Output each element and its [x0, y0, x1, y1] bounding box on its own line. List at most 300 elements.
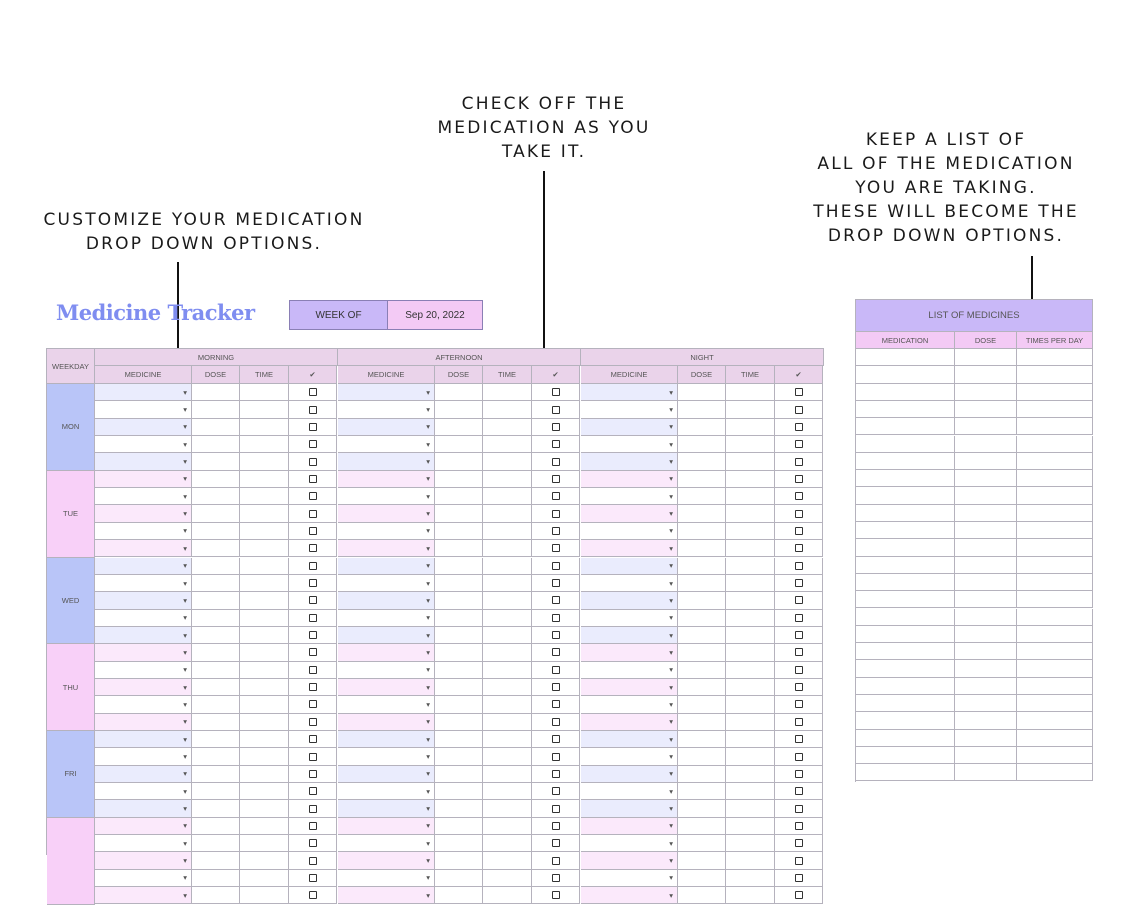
dose-input[interactable] [192, 401, 240, 418]
dose-input[interactable] [192, 419, 240, 436]
times-per-day-input[interactable] [1017, 609, 1093, 626]
list-dose-input[interactable] [955, 487, 1017, 504]
time-input[interactable] [240, 575, 289, 592]
medication-input[interactable] [856, 470, 955, 487]
checkbox[interactable] [552, 857, 560, 865]
time-input[interactable] [483, 419, 532, 436]
taken-checkbox-cell[interactable] [289, 558, 337, 575]
medicine-dropdown[interactable]: ▾ [95, 471, 192, 488]
taken-checkbox-cell[interactable] [775, 436, 823, 453]
medicine-dropdown[interactable]: ▾ [338, 436, 435, 453]
taken-checkbox-cell[interactable] [532, 835, 580, 852]
time-input[interactable] [240, 662, 289, 679]
checkbox[interactable] [552, 440, 560, 448]
medicine-dropdown[interactable]: ▾ [581, 419, 678, 436]
dose-input[interactable] [678, 488, 726, 505]
medicine-dropdown[interactable]: ▾ [581, 471, 678, 488]
checkbox[interactable] [552, 805, 560, 813]
dose-input[interactable] [435, 818, 483, 835]
medicine-dropdown[interactable]: ▾ [338, 384, 435, 401]
taken-checkbox-cell[interactable] [532, 696, 580, 713]
checkbox[interactable] [795, 718, 803, 726]
taken-checkbox-cell[interactable] [289, 783, 337, 800]
checkbox[interactable] [795, 787, 803, 795]
checkbox[interactable] [309, 839, 317, 847]
checkbox[interactable] [552, 614, 560, 622]
medication-input[interactable] [856, 609, 955, 626]
checkbox[interactable] [309, 544, 317, 552]
medication-input[interactable] [856, 436, 955, 453]
time-input[interactable] [240, 401, 289, 418]
taken-checkbox-cell[interactable] [775, 471, 823, 488]
taken-checkbox-cell[interactable] [775, 627, 823, 644]
list-dose-input[interactable] [955, 384, 1017, 401]
medicine-dropdown[interactable]: ▾ [338, 870, 435, 887]
time-input[interactable] [483, 714, 532, 731]
medicine-dropdown[interactable]: ▾ [95, 644, 192, 661]
dose-input[interactable] [435, 696, 483, 713]
time-input[interactable] [240, 679, 289, 696]
time-input[interactable] [240, 471, 289, 488]
time-input[interactable] [240, 870, 289, 887]
checkbox[interactable] [552, 423, 560, 431]
dose-input[interactable] [435, 662, 483, 679]
dose-input[interactable] [678, 818, 726, 835]
dose-input[interactable] [192, 748, 240, 765]
medicine-dropdown[interactable]: ▾ [581, 731, 678, 748]
list-dose-input[interactable] [955, 453, 1017, 470]
time-input[interactable] [726, 592, 775, 609]
checkbox[interactable] [795, 683, 803, 691]
medicine-dropdown[interactable]: ▾ [95, 714, 192, 731]
time-input[interactable] [483, 731, 532, 748]
medicine-dropdown[interactable]: ▾ [581, 627, 678, 644]
medicine-dropdown[interactable]: ▾ [338, 592, 435, 609]
taken-checkbox-cell[interactable] [289, 384, 337, 401]
times-per-day-input[interactable] [1017, 418, 1093, 435]
checkbox[interactable] [309, 458, 317, 466]
time-input[interactable] [726, 436, 775, 453]
time-input[interactable] [483, 835, 532, 852]
time-input[interactable] [483, 818, 532, 835]
checkbox[interactable] [309, 562, 317, 570]
time-input[interactable] [726, 818, 775, 835]
dose-input[interactable] [192, 627, 240, 644]
time-input[interactable] [483, 488, 532, 505]
medicine-dropdown[interactable]: ▾ [95, 662, 192, 679]
dose-input[interactable] [435, 453, 483, 470]
time-input[interactable] [240, 592, 289, 609]
taken-checkbox-cell[interactable] [289, 627, 337, 644]
taken-checkbox-cell[interactable] [775, 696, 823, 713]
medication-input[interactable] [856, 643, 955, 660]
taken-checkbox-cell[interactable] [532, 471, 580, 488]
medicine-dropdown[interactable]: ▾ [95, 558, 192, 575]
taken-checkbox-cell[interactable] [775, 488, 823, 505]
checkbox[interactable] [309, 648, 317, 656]
time-input[interactable] [726, 471, 775, 488]
medicine-dropdown[interactable]: ▾ [95, 523, 192, 540]
checkbox[interactable] [795, 648, 803, 656]
checkbox[interactable] [309, 700, 317, 708]
medicine-dropdown[interactable]: ▾ [581, 800, 678, 817]
taken-checkbox-cell[interactable] [289, 870, 337, 887]
list-dose-input[interactable] [955, 505, 1017, 522]
taken-checkbox-cell[interactable] [289, 887, 337, 904]
checkbox[interactable] [795, 544, 803, 552]
checkbox[interactable] [795, 440, 803, 448]
taken-checkbox-cell[interactable] [289, 471, 337, 488]
time-input[interactable] [483, 540, 532, 557]
checkbox[interactable] [552, 700, 560, 708]
dose-input[interactable] [678, 471, 726, 488]
checkbox[interactable] [552, 562, 560, 570]
times-per-day-input[interactable] [1017, 539, 1093, 556]
time-input[interactable] [240, 558, 289, 575]
medicine-dropdown[interactable]: ▾ [581, 870, 678, 887]
time-input[interactable] [726, 696, 775, 713]
checkbox[interactable] [552, 544, 560, 552]
dose-input[interactable] [435, 488, 483, 505]
medicine-dropdown[interactable]: ▾ [338, 887, 435, 904]
taken-checkbox-cell[interactable] [775, 419, 823, 436]
taken-checkbox-cell[interactable] [289, 748, 337, 765]
checkbox[interactable] [795, 770, 803, 778]
time-input[interactable] [240, 610, 289, 627]
times-per-day-input[interactable] [1017, 366, 1093, 383]
time-input[interactable] [726, 384, 775, 401]
medication-input[interactable] [856, 349, 955, 366]
taken-checkbox-cell[interactable] [532, 887, 580, 904]
time-input[interactable] [726, 748, 775, 765]
taken-checkbox-cell[interactable] [532, 800, 580, 817]
medicine-dropdown[interactable]: ▾ [338, 471, 435, 488]
list-dose-input[interactable] [955, 712, 1017, 729]
medicine-dropdown[interactable]: ▾ [581, 488, 678, 505]
medicine-dropdown[interactable]: ▾ [95, 401, 192, 418]
list-dose-input[interactable] [955, 366, 1017, 383]
taken-checkbox-cell[interactable] [532, 627, 580, 644]
time-input[interactable] [483, 679, 532, 696]
time-input[interactable] [240, 540, 289, 557]
medicine-dropdown[interactable]: ▾ [338, 523, 435, 540]
times-per-day-input[interactable] [1017, 695, 1093, 712]
dose-input[interactable] [435, 575, 483, 592]
medicine-dropdown[interactable]: ▾ [95, 783, 192, 800]
dose-input[interactable] [678, 835, 726, 852]
dose-input[interactable] [435, 558, 483, 575]
time-input[interactable] [483, 575, 532, 592]
times-per-day-input[interactable] [1017, 591, 1093, 608]
medicine-dropdown[interactable]: ▾ [338, 627, 435, 644]
time-input[interactable] [726, 610, 775, 627]
taken-checkbox-cell[interactable] [532, 766, 580, 783]
medicine-dropdown[interactable]: ▾ [581, 887, 678, 904]
medicine-dropdown[interactable]: ▾ [581, 401, 678, 418]
time-input[interactable] [240, 835, 289, 852]
dose-input[interactable] [192, 870, 240, 887]
time-input[interactable] [240, 384, 289, 401]
times-per-day-input[interactable] [1017, 730, 1093, 747]
taken-checkbox-cell[interactable] [532, 540, 580, 557]
taken-checkbox-cell[interactable] [532, 488, 580, 505]
times-per-day-input[interactable] [1017, 470, 1093, 487]
medicine-dropdown[interactable]: ▾ [95, 852, 192, 869]
taken-checkbox-cell[interactable] [289, 575, 337, 592]
medicine-dropdown[interactable]: ▾ [95, 575, 192, 592]
taken-checkbox-cell[interactable] [775, 766, 823, 783]
time-input[interactable] [726, 558, 775, 575]
medication-input[interactable] [856, 660, 955, 677]
checkbox[interactable] [552, 631, 560, 639]
taken-checkbox-cell[interactable] [532, 679, 580, 696]
dose-input[interactable] [678, 783, 726, 800]
checkbox[interactable] [552, 753, 560, 761]
medicine-dropdown[interactable]: ▾ [581, 662, 678, 679]
taken-checkbox-cell[interactable] [775, 453, 823, 470]
time-input[interactable] [726, 662, 775, 679]
medicine-dropdown[interactable]: ▾ [95, 870, 192, 887]
times-per-day-input[interactable] [1017, 678, 1093, 695]
medicine-dropdown[interactable]: ▾ [581, 592, 678, 609]
medicine-dropdown[interactable]: ▾ [338, 419, 435, 436]
dose-input[interactable] [678, 852, 726, 869]
time-input[interactable] [483, 870, 532, 887]
taken-checkbox-cell[interactable] [775, 644, 823, 661]
time-input[interactable] [240, 505, 289, 522]
time-input[interactable] [483, 627, 532, 644]
dose-input[interactable] [678, 644, 726, 661]
medicine-dropdown[interactable]: ▾ [338, 783, 435, 800]
dose-input[interactable] [192, 852, 240, 869]
medicine-dropdown[interactable]: ▾ [95, 384, 192, 401]
checkbox[interactable] [309, 666, 317, 674]
taken-checkbox-cell[interactable] [775, 870, 823, 887]
dose-input[interactable] [678, 870, 726, 887]
times-per-day-input[interactable] [1017, 712, 1093, 729]
dose-input[interactable] [678, 436, 726, 453]
list-dose-input[interactable] [955, 643, 1017, 660]
checkbox[interactable] [552, 388, 560, 396]
times-per-day-input[interactable] [1017, 643, 1093, 660]
checkbox[interactable] [309, 857, 317, 865]
dose-input[interactable] [192, 471, 240, 488]
taken-checkbox-cell[interactable] [289, 835, 337, 852]
medication-input[interactable] [856, 626, 955, 643]
dose-input[interactable] [192, 887, 240, 904]
times-per-day-input[interactable] [1017, 522, 1093, 539]
medicine-dropdown[interactable]: ▾ [95, 835, 192, 852]
taken-checkbox-cell[interactable] [532, 748, 580, 765]
time-input[interactable] [240, 887, 289, 904]
medicine-dropdown[interactable]: ▾ [338, 505, 435, 522]
dose-input[interactable] [678, 800, 726, 817]
medicine-dropdown[interactable]: ▾ [581, 696, 678, 713]
medication-input[interactable] [856, 712, 955, 729]
medicine-dropdown[interactable]: ▾ [95, 436, 192, 453]
taken-checkbox-cell[interactable] [532, 592, 580, 609]
time-input[interactable] [483, 523, 532, 540]
list-dose-input[interactable] [955, 747, 1017, 764]
dose-input[interactable] [192, 523, 240, 540]
time-input[interactable] [240, 783, 289, 800]
taken-checkbox-cell[interactable] [532, 505, 580, 522]
taken-checkbox-cell[interactable] [289, 714, 337, 731]
taken-checkbox-cell[interactable] [289, 453, 337, 470]
medicine-dropdown[interactable]: ▾ [338, 575, 435, 592]
medicine-dropdown[interactable]: ▾ [338, 558, 435, 575]
dose-input[interactable] [435, 887, 483, 904]
dose-input[interactable] [435, 800, 483, 817]
dose-input[interactable] [435, 540, 483, 557]
list-dose-input[interactable] [955, 660, 1017, 677]
times-per-day-input[interactable] [1017, 453, 1093, 470]
taken-checkbox-cell[interactable] [532, 436, 580, 453]
dose-input[interactable] [678, 505, 726, 522]
taken-checkbox-cell[interactable] [289, 419, 337, 436]
taken-checkbox-cell[interactable] [289, 731, 337, 748]
medicine-dropdown[interactable]: ▾ [581, 505, 678, 522]
time-input[interactable] [240, 852, 289, 869]
checkbox[interactable] [309, 475, 317, 483]
medicine-dropdown[interactable]: ▾ [95, 800, 192, 817]
checkbox[interactable] [552, 458, 560, 466]
list-dose-input[interactable] [955, 522, 1017, 539]
dose-input[interactable] [678, 887, 726, 904]
checkbox[interactable] [795, 631, 803, 639]
time-input[interactable] [240, 696, 289, 713]
times-per-day-input[interactable] [1017, 660, 1093, 677]
time-input[interactable] [240, 748, 289, 765]
times-per-day-input[interactable] [1017, 384, 1093, 401]
time-input[interactable] [483, 453, 532, 470]
medication-input[interactable] [856, 453, 955, 470]
checkbox[interactable] [552, 874, 560, 882]
checkbox[interactable] [552, 406, 560, 414]
checkbox[interactable] [309, 579, 317, 587]
list-dose-input[interactable] [955, 574, 1017, 591]
time-input[interactable] [726, 401, 775, 418]
time-input[interactable] [240, 453, 289, 470]
dose-input[interactable] [192, 714, 240, 731]
medication-input[interactable] [856, 505, 955, 522]
time-input[interactable] [240, 488, 289, 505]
medicine-dropdown[interactable]: ▾ [581, 453, 678, 470]
checkbox[interactable] [309, 891, 317, 899]
medication-input[interactable] [856, 574, 955, 591]
medicine-dropdown[interactable]: ▾ [95, 453, 192, 470]
checkbox[interactable] [309, 492, 317, 500]
medicine-dropdown[interactable]: ▾ [581, 748, 678, 765]
time-input[interactable] [483, 887, 532, 904]
medicine-dropdown[interactable]: ▾ [95, 505, 192, 522]
checkbox[interactable] [309, 527, 317, 535]
checkbox[interactable] [552, 683, 560, 691]
medicine-dropdown[interactable]: ▾ [338, 453, 435, 470]
times-per-day-input[interactable] [1017, 574, 1093, 591]
taken-checkbox-cell[interactable] [532, 852, 580, 869]
taken-checkbox-cell[interactable] [532, 662, 580, 679]
medicine-dropdown[interactable]: ▾ [581, 610, 678, 627]
taken-checkbox-cell[interactable] [289, 540, 337, 557]
dose-input[interactable] [678, 419, 726, 436]
checkbox[interactable] [309, 683, 317, 691]
list-dose-input[interactable] [955, 678, 1017, 695]
time-input[interactable] [240, 818, 289, 835]
dose-input[interactable] [678, 592, 726, 609]
dose-input[interactable] [192, 610, 240, 627]
medicine-dropdown[interactable]: ▾ [338, 714, 435, 731]
medicine-dropdown[interactable]: ▾ [338, 766, 435, 783]
time-input[interactable] [726, 766, 775, 783]
times-per-day-input[interactable] [1017, 436, 1093, 453]
checkbox[interactable] [795, 874, 803, 882]
medicine-dropdown[interactable]: ▾ [95, 748, 192, 765]
time-input[interactable] [726, 870, 775, 887]
list-dose-input[interactable] [955, 436, 1017, 453]
medicine-dropdown[interactable]: ▾ [581, 384, 678, 401]
medication-input[interactable] [856, 764, 955, 781]
medication-input[interactable] [856, 695, 955, 712]
checkbox[interactable] [795, 839, 803, 847]
time-input[interactable] [726, 627, 775, 644]
checkbox[interactable] [795, 475, 803, 483]
dose-input[interactable] [435, 783, 483, 800]
list-dose-input[interactable] [955, 730, 1017, 747]
checkbox[interactable] [309, 440, 317, 448]
list-dose-input[interactable] [955, 591, 1017, 608]
time-input[interactable] [483, 696, 532, 713]
taken-checkbox-cell[interactable] [532, 453, 580, 470]
taken-checkbox-cell[interactable] [532, 523, 580, 540]
taken-checkbox-cell[interactable] [532, 401, 580, 418]
dose-input[interactable] [435, 419, 483, 436]
time-input[interactable] [726, 835, 775, 852]
time-input[interactable] [726, 783, 775, 800]
medicine-dropdown[interactable]: ▾ [95, 592, 192, 609]
time-input[interactable] [483, 436, 532, 453]
taken-checkbox-cell[interactable] [775, 575, 823, 592]
medication-input[interactable] [856, 678, 955, 695]
dose-input[interactable] [435, 852, 483, 869]
dose-input[interactable] [678, 679, 726, 696]
taken-checkbox-cell[interactable] [289, 592, 337, 609]
medicine-dropdown[interactable]: ▾ [95, 419, 192, 436]
dose-input[interactable] [192, 384, 240, 401]
medicine-dropdown[interactable]: ▾ [581, 575, 678, 592]
checkbox[interactable] [795, 492, 803, 500]
medicine-dropdown[interactable]: ▾ [95, 540, 192, 557]
dose-input[interactable] [435, 679, 483, 696]
time-input[interactable] [726, 800, 775, 817]
time-input[interactable] [483, 800, 532, 817]
checkbox[interactable] [309, 423, 317, 431]
dose-input[interactable] [435, 627, 483, 644]
list-dose-input[interactable] [955, 418, 1017, 435]
medication-input[interactable] [856, 522, 955, 539]
dose-input[interactable] [435, 714, 483, 731]
taken-checkbox-cell[interactable] [775, 835, 823, 852]
medication-input[interactable] [856, 418, 955, 435]
checkbox[interactable] [552, 475, 560, 483]
time-input[interactable] [483, 748, 532, 765]
medication-input[interactable] [856, 384, 955, 401]
medication-input[interactable] [856, 539, 955, 556]
time-input[interactable] [726, 453, 775, 470]
dose-input[interactable] [192, 558, 240, 575]
dose-input[interactable] [435, 436, 483, 453]
medicine-dropdown[interactable]: ▾ [95, 627, 192, 644]
